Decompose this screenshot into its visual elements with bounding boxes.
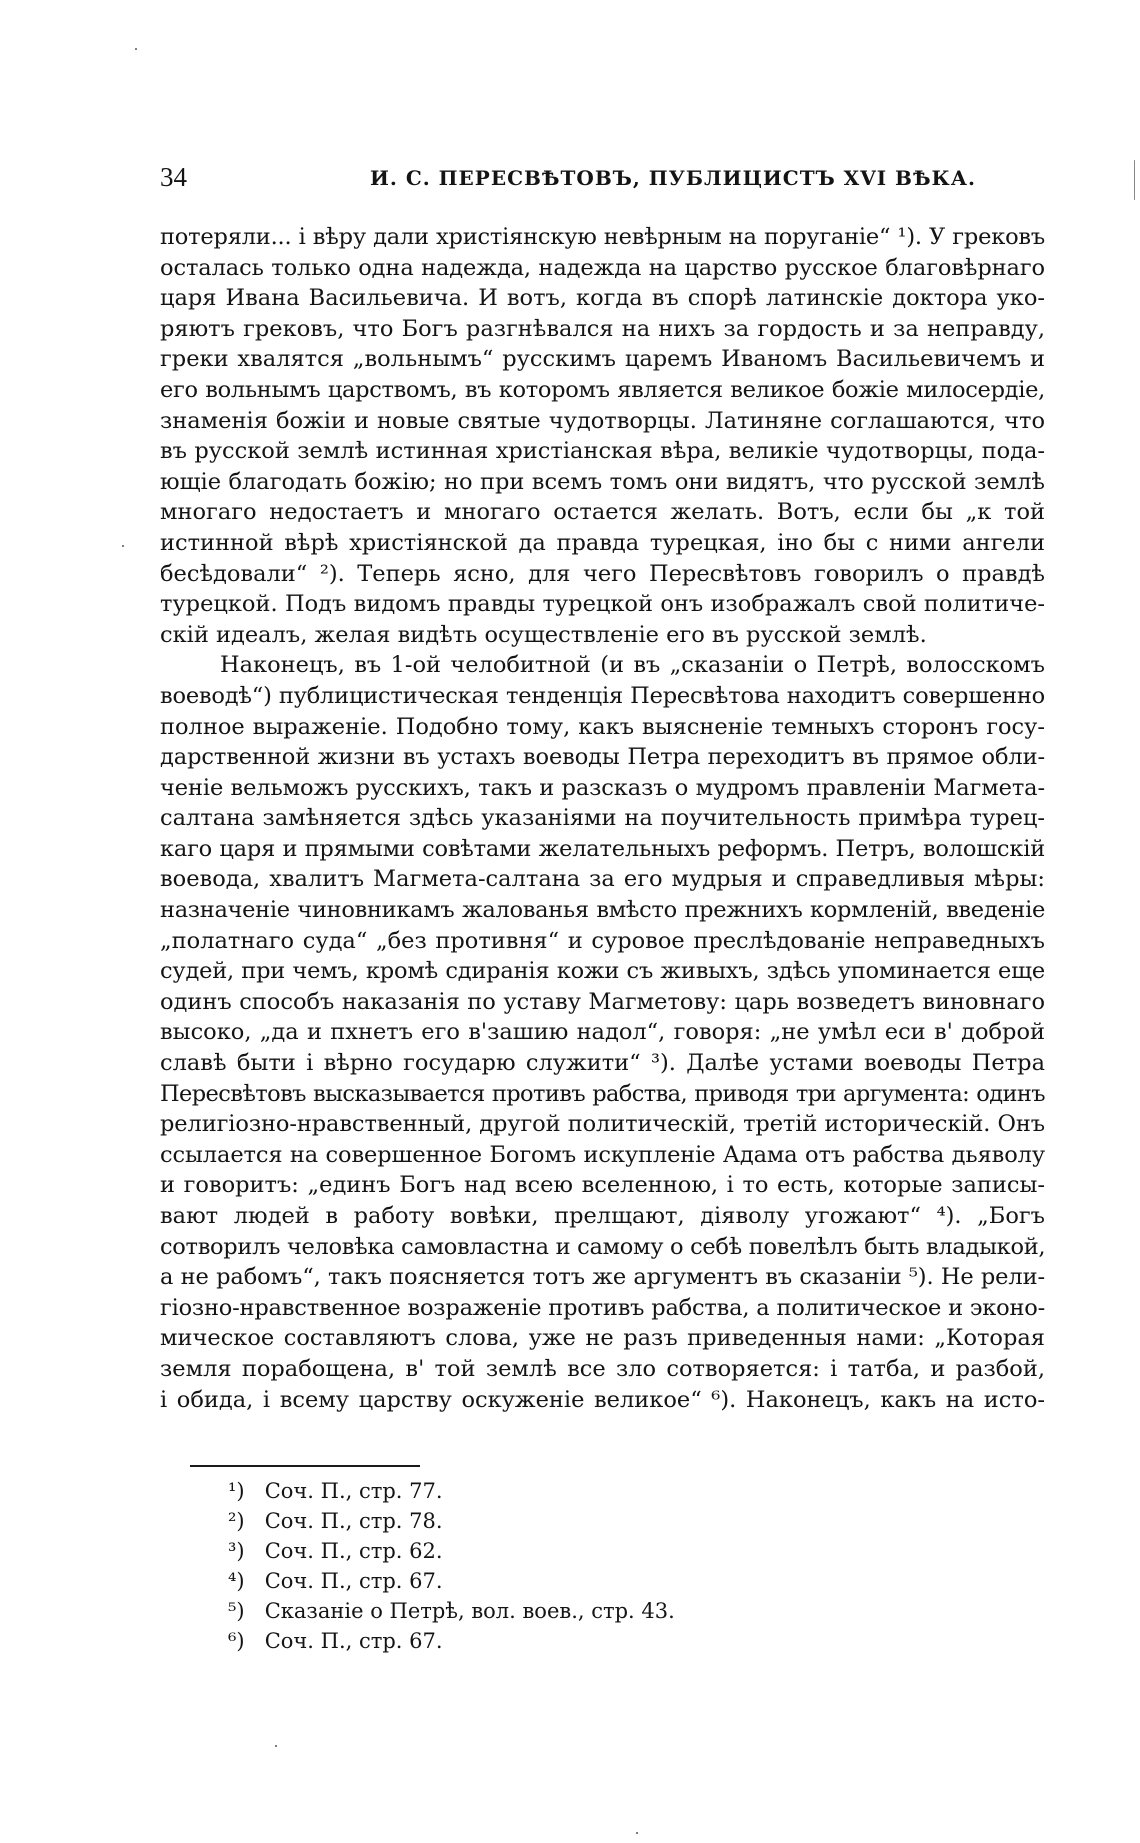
text-line: ряютъ грековъ, что Богъ разгнѣвался на нихъ за гордость и за неправду, (160, 315, 1045, 342)
text-line: Пересвѣтовъ высказывается противъ рабства, приводя три аргумента: одинъ (160, 1080, 1045, 1107)
text-line: царя Ивана Васильевича. И вотъ, когда въ спорѣ латинскіе доктора уко- (160, 285, 1045, 312)
text-line: мическое составляютъ слова, уже не разъ приведенныя нами: „Которая (160, 1325, 1045, 1352)
text-line: религіозно-нравственный, другой политическій, третій историческій. Онъ (160, 1111, 1045, 1138)
text-line: земля порабощена, в' той землѣ все зло сотворяется: і татба, и разбой, (160, 1355, 1045, 1382)
footnote-text: Соч. П., стр. 77. (264, 1479, 443, 1503)
footnote (228, 1506, 928, 1536)
text-line: воеводѣ“) публицистическая тенденція Пересвѣтова находитъ совершенно (160, 682, 1045, 709)
text-line: сотворилъ человѣка самовластна и самому о себѣ повелѣлъ быть владыкой, (160, 1233, 1046, 1260)
text-line: дарственной жизни въ устахъ воеводы Петра переходитъ въ прямое обли- (160, 744, 1045, 771)
text-line: і обида, і всему царству оскуженіе великое“ ⁶). Наконецъ, какъ на исто- (160, 1386, 1045, 1413)
footnote-mark: ⁵) (228, 1599, 245, 1623)
footnotes (228, 1476, 928, 1656)
footnote-text: Соч. П., стр. 62. (264, 1539, 443, 1563)
footnote-divider (190, 1465, 420, 1467)
text-line: въ русской землѣ истинная христіанская вѣра, великіе чудотворцы, пода- (160, 438, 1045, 465)
text-line: славѣ быти і вѣрно государю служити“ ³). Далѣе устами воеводы Петра (160, 1050, 1045, 1077)
footnote (228, 1566, 928, 1596)
text-line: гіозно-нравственное возраженіе противъ рабства, а политическое и эконо- (160, 1294, 1045, 1321)
text-line: судей, при чемъ, кромѣ сдиранія кожи съ живыхъ, здѣсь упоминается еще (160, 958, 1045, 985)
text-line: каго царя и прямыми совѣтами желательныхъ реформъ. Петръ, волошскій (160, 835, 1045, 862)
footnote-mark: ⁶) (228, 1629, 245, 1653)
footnote-mark: ²) (228, 1509, 245, 1533)
footnote (228, 1476, 928, 1506)
text-line: ющіе благодать божію; но при всемъ томъ они видятъ, что русской землѣ (160, 468, 1045, 495)
text-line: и говоритъ: „единъ Богъ над всею вселенною, і то есть, которые записы- (160, 1172, 1045, 1199)
text-line: бесѣдовали“ ²). Теперь ясно, для чего Пересвѣтовъ говорилъ о правдѣ (160, 560, 1045, 587)
text-line: его вольнымъ царствомъ, въ которомъ является великое божіе милосердіе, (160, 376, 1045, 403)
text-line: знаменія божіи и новые святые чудотворцы. Латиняне соглашаются, что (160, 407, 1045, 434)
text-line: „полатнаго суда“ „без противня“ и суровое преслѣдованіе неправедныхъ (160, 927, 1045, 954)
footnote (228, 1536, 928, 1566)
text-line: греки хвалятся „вольнымъ“ русскимъ царемъ Иваномъ Васильевичемъ и (160, 346, 1045, 373)
text-line: высоко, „да и пхнетъ его в'зашию надол“, говоря: „не умѣл еси в' доброй (160, 1019, 1045, 1046)
text-line: салтана замѣняется здѣсь указаніями на поучительность примѣра турец- (160, 805, 1045, 832)
text-line: вают людей в работу вовѣки, прелщают, діяволу угожают“ ⁴). „Богъ (160, 1203, 1045, 1229)
footnote-text: Соч. П., стр. 67. (264, 1569, 443, 1593)
footnote (228, 1596, 928, 1626)
text-line: истинной вѣрѣ христіянской да правда турецкая, іно бы с ними ангели (160, 529, 1045, 556)
scan-speck (275, 1745, 277, 1747)
footnote-mark: ³) (228, 1539, 245, 1563)
footnote-text: Соч. П., стр. 67. (264, 1629, 443, 1653)
scan-edge-mark (1134, 160, 1135, 200)
scan-speck (636, 1832, 638, 1834)
text-line: скій идеалъ, желая видѣть осуществленіе его въ русской землѣ. (160, 621, 927, 648)
text-line: ченіе вельможъ русскихъ, такъ и разсказъ о мудромъ правленіи Магмета- (160, 774, 1045, 801)
text-line: многаго недостаетъ и многаго остается желать. Вотъ, если бы „к той (160, 499, 1045, 526)
footnote-mark: ¹) (228, 1479, 245, 1503)
text-line: осталась только одна надежда, надежда на царство русское благовѣрнаго (160, 254, 1045, 281)
footnote-text: Соч. П., стр. 78. (264, 1509, 443, 1533)
scan-speck (135, 48, 137, 50)
footnote (228, 1626, 928, 1656)
paragraph-start-line: Наконецъ, въ 1-ой челобитной (и въ „сказаніи о Петрѣ, волосскомъ (220, 652, 1045, 679)
page-number: 34 (160, 162, 187, 192)
footnote-text: Сказаніе о Петрѣ, вол. воев., стр. 43. (264, 1599, 675, 1623)
body-text (160, 222, 1045, 1415)
text-line: воевода, хвалитъ Магмета-салтана за его мудрыя и справедливыя мѣры: (160, 866, 1045, 893)
footnote-mark: ⁴) (228, 1569, 245, 1593)
text-line: потеряли... і вѣру дали христіянскую невѣрным на поруганіе“ ¹). У грековъ (160, 224, 1045, 250)
page-header (160, 162, 1040, 198)
text-line: назначеніе чиновникамъ жалованья вмѣсто прежнихъ кормленій, введеніе (160, 897, 1045, 924)
text-line: ссылается на совершенное Богомъ искупленіе Адама отъ рабства дьяволу (160, 1141, 1045, 1168)
scan-speck (122, 545, 124, 547)
text-line: а не рабомъ“, такъ поясняется тотъ же аргументъ въ сказаніи ⁵). Не рели- (160, 1264, 1045, 1291)
text-line: одинъ способъ наказанія по уставу Магметову: царь возведетъ виновнаго (160, 988, 1045, 1015)
running-title: И. С. ПЕРЕСВѢТОВЪ, ПУБЛИЦИСТЪ XVI ВѢКА. (370, 166, 976, 190)
text-line: турецкой. Подъ видомъ правды турецкой онъ изображалъ свой политиче- (160, 591, 1045, 618)
text-line: полное выраженіе. Подобно тому, какъ выясненіе темныхъ сторонъ госу- (160, 713, 1045, 740)
